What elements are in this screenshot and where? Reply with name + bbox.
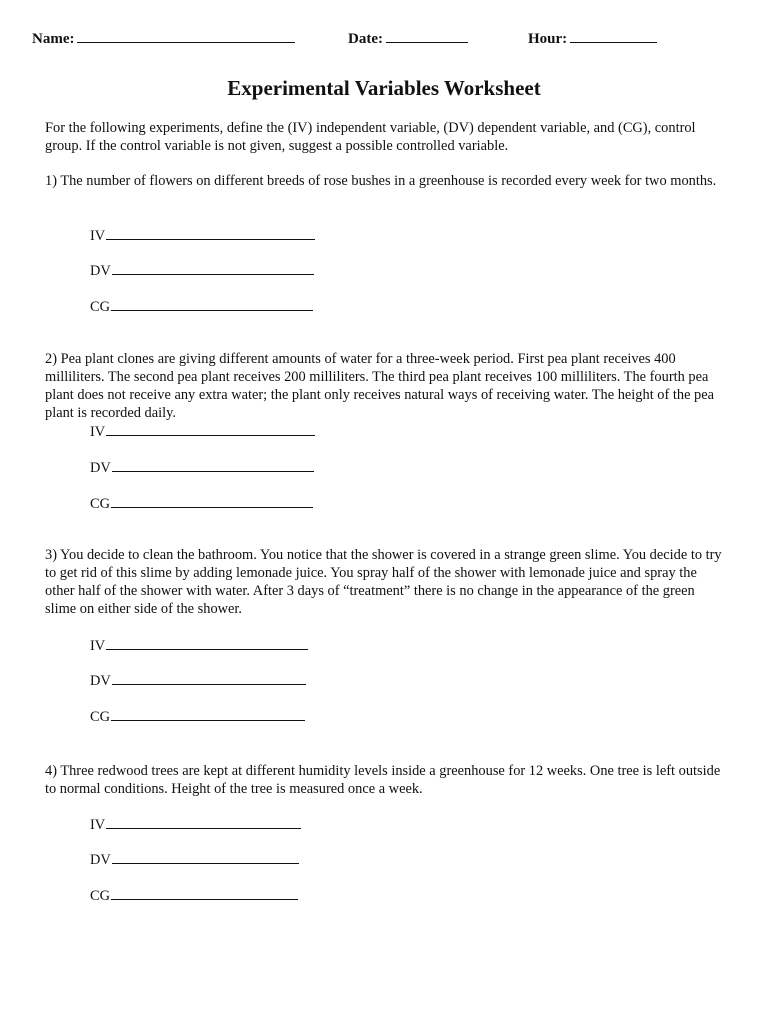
q2-dv-blank-line[interactable] [112,458,314,472]
q2-iv-answer [90,422,315,441]
q3-dv-answer [90,671,306,690]
name-field [32,29,295,48]
q3-cg-blank-line[interactable] [111,707,305,721]
q3-cg-label: CG [90,709,110,725]
hour-field [528,29,657,48]
instructions-paragraph: For the following experiments, define the (IV) independent variable, (DV) dependent variable, and (CG), control group. If the control variable is not given, suggest a possible controlled variable. [45,120,696,154]
q3-dv-label: DV [90,673,111,689]
hour-label: Hour: [528,31,568,47]
q4-cg-blank-line[interactable] [111,886,298,900]
name-blank-line[interactable] [77,29,295,43]
q1-iv-blank-line[interactable] [106,226,315,240]
q4-cg-answer [90,886,298,905]
q1-cg-answer [90,297,313,316]
q4-dv-answer [90,850,299,869]
q3-iv-answer [90,636,308,655]
hour-blank-line[interactable] [570,29,657,43]
q2-iv-label: IV [90,424,106,440]
q3-cg-answer [90,707,305,726]
q2-iv-blank-line[interactable] [106,422,315,436]
q1-iv-label: IV [90,228,106,244]
q3-iv-label: IV [90,638,106,654]
q4-dv-blank-line[interactable] [112,850,299,864]
question-4-text: 4) Three redwood trees are kept at different humidity levels inside a greenhouse for 12 weeks. One tree is left outside to normal conditions. Height of the tree is measured once a week. [45,763,721,797]
q1-cg-label: CG [90,299,110,315]
q4-iv-blank-line[interactable] [106,815,301,829]
date-blank-line[interactable] [386,29,468,43]
date-label: Date: [348,31,383,47]
q2-cg-blank-line[interactable] [111,494,313,508]
q2-dv-label: DV [90,460,111,476]
q1-dv-answer [90,261,314,280]
question-1-text: 1) The number of flowers on different breeds of rose bushes in a greenhouse is recorded every week for two months. [45,173,717,189]
name-label: Name: [32,31,75,47]
q3-iv-blank-line[interactable] [106,636,308,650]
q4-iv-answer [90,815,301,834]
q1-iv-answer [90,226,315,245]
q1-cg-blank-line[interactable] [111,297,313,311]
q4-cg-label: CG [90,888,110,904]
q4-iv-label: IV [90,817,106,833]
date-field [348,29,468,48]
page-title: Experimental Variables Worksheet [227,76,541,100]
question-2-text: 2) Pea plant clones are giving different amounts of water for a three-week period. First pea plant receives 400 milliliters. The second pea plant receives 200 milliliters. The third pea plant receives 100 milliliters. The fourth pea plant does not receive any extra water; the plant only receives natural ways of receiving water. The height of the pea plant is recorded daily. [45,351,715,421]
q2-cg-answer [90,494,313,513]
q4-dv-label: DV [90,852,111,868]
question-3-text: 3) You decide to clean the bathroom. You notice that the shower is covered in a strange green slime. You decide to try to get rid of this slime by adding lemonade juice. You spray half of the shower with lemonade juice and spray the other half of the shower with water. After 3 days of “treatment” there is no change in the appearance of the green slime on either side of the shower. [45,547,722,617]
q1-dv-label: DV [90,263,111,279]
q2-cg-label: CG [90,496,110,512]
q1-dv-blank-line[interactable] [112,261,314,275]
q3-dv-blank-line[interactable] [112,671,306,685]
q2-dv-answer [90,458,314,477]
